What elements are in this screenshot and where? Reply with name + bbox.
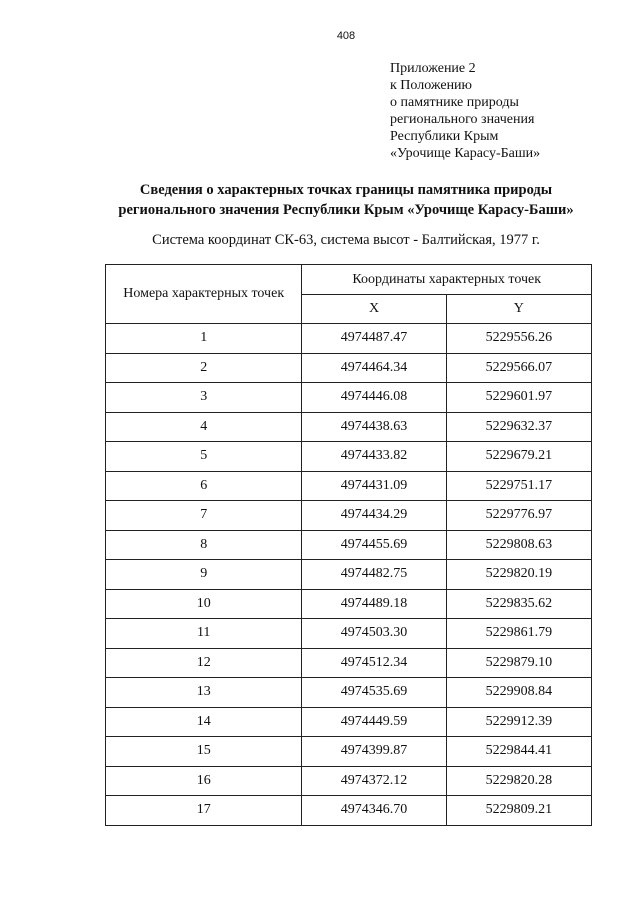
cell-x: 4974346.70 (302, 796, 446, 826)
cell-point-number: 4 (106, 412, 302, 442)
header-x: X (302, 295, 446, 324)
cell-point-number: 3 (106, 383, 302, 413)
cell-x: 4974489.18 (302, 589, 446, 619)
appendix-line: «Урочище Карасу-Баши» (390, 146, 541, 161)
cell-y: 5229776.97 (446, 501, 591, 531)
cell-y: 5229908.84 (446, 678, 591, 708)
table-row (106, 530, 592, 560)
table-row (106, 560, 592, 590)
cell-x: 4974438.63 (302, 412, 446, 442)
cell-y: 5229809.21 (446, 796, 591, 826)
cell-point-number: 17 (106, 796, 302, 826)
cell-y: 5229835.62 (446, 589, 591, 619)
cell-point-number: 5 (106, 442, 302, 472)
table-body (106, 324, 592, 826)
coordinates-table (105, 264, 592, 826)
page-number: 408 (336, 30, 356, 42)
table-row (106, 501, 592, 531)
cell-x: 4974446.08 (302, 383, 446, 413)
cell-y: 5229601.97 (446, 383, 591, 413)
appendix-line: Республики Крым (390, 129, 499, 144)
cell-point-number: 11 (106, 619, 302, 649)
table-row (106, 442, 592, 472)
cell-x: 4974372.12 (302, 766, 446, 796)
table-row (106, 707, 592, 737)
cell-x: 4974512.34 (302, 648, 446, 678)
cell-x: 4974449.59 (302, 707, 446, 737)
table-row (106, 589, 592, 619)
cell-point-number: 1 (106, 324, 302, 354)
cell-x: 4974433.82 (302, 442, 446, 472)
table-row (106, 383, 592, 413)
cell-point-number: 8 (106, 530, 302, 560)
cell-x: 4974503.30 (302, 619, 446, 649)
title-line-1: Сведения о характерных точках границы памятника природы (139, 182, 553, 198)
appendix-line: регионального значения (390, 112, 535, 127)
cell-y: 5229566.07 (446, 353, 591, 383)
table-row (106, 412, 592, 442)
table-row (106, 471, 592, 501)
cell-x: 4974487.47 (302, 324, 446, 354)
cell-point-number: 7 (106, 501, 302, 531)
cell-x: 4974434.29 (302, 501, 446, 531)
cell-y: 5229556.26 (446, 324, 591, 354)
appendix-block (390, 60, 540, 162)
cell-y: 5229912.39 (446, 707, 591, 737)
title-line-2: регионального значения Республики Крым «Урочище Карасу-Баши» (118, 202, 574, 218)
table-row (106, 619, 592, 649)
cell-x: 4974482.75 (302, 560, 446, 590)
header-point-numbers: Номера характерных точек (106, 265, 302, 324)
cell-point-number: 9 (106, 560, 302, 590)
header-coordinates: Координаты характерных точек (302, 265, 592, 295)
header-y: Y (446, 295, 591, 324)
table-row (106, 766, 592, 796)
cell-y: 5229879.10 (446, 648, 591, 678)
cell-y: 5229632.37 (446, 412, 591, 442)
cell-point-number: 14 (106, 707, 302, 737)
document-title (0, 180, 640, 220)
table-row (106, 737, 592, 767)
table-row (106, 353, 592, 383)
cell-y: 5229751.17 (446, 471, 591, 501)
cell-x: 4974399.87 (302, 737, 446, 767)
table-row (106, 796, 592, 826)
cell-x: 4974535.69 (302, 678, 446, 708)
cell-y: 5229820.19 (446, 560, 591, 590)
table-row (106, 678, 592, 708)
cell-x: 4974431.09 (302, 471, 446, 501)
table-row (106, 324, 592, 354)
appendix-line: о памятнике природы (390, 95, 519, 110)
cell-x: 4974464.34 (302, 353, 446, 383)
coordinate-system-note: Система координат СК-63, система высот - Балтийская, 1977 г. (152, 232, 540, 248)
cell-y: 5229679.21 (446, 442, 591, 472)
cell-point-number: 10 (106, 589, 302, 619)
cell-point-number: 16 (106, 766, 302, 796)
cell-y: 5229861.79 (446, 619, 591, 649)
appendix-line: Приложение 2 (390, 61, 476, 76)
cell-point-number: 12 (106, 648, 302, 678)
cell-point-number: 6 (106, 471, 302, 501)
cell-x: 4974455.69 (302, 530, 446, 560)
table-row (106, 648, 592, 678)
appendix-line: к Положению (390, 78, 473, 93)
cell-y: 5229808.63 (446, 530, 591, 560)
cell-y: 5229820.28 (446, 766, 591, 796)
cell-point-number: 13 (106, 678, 302, 708)
cell-point-number: 15 (106, 737, 302, 767)
cell-point-number: 2 (106, 353, 302, 383)
cell-y: 5229844.41 (446, 737, 591, 767)
